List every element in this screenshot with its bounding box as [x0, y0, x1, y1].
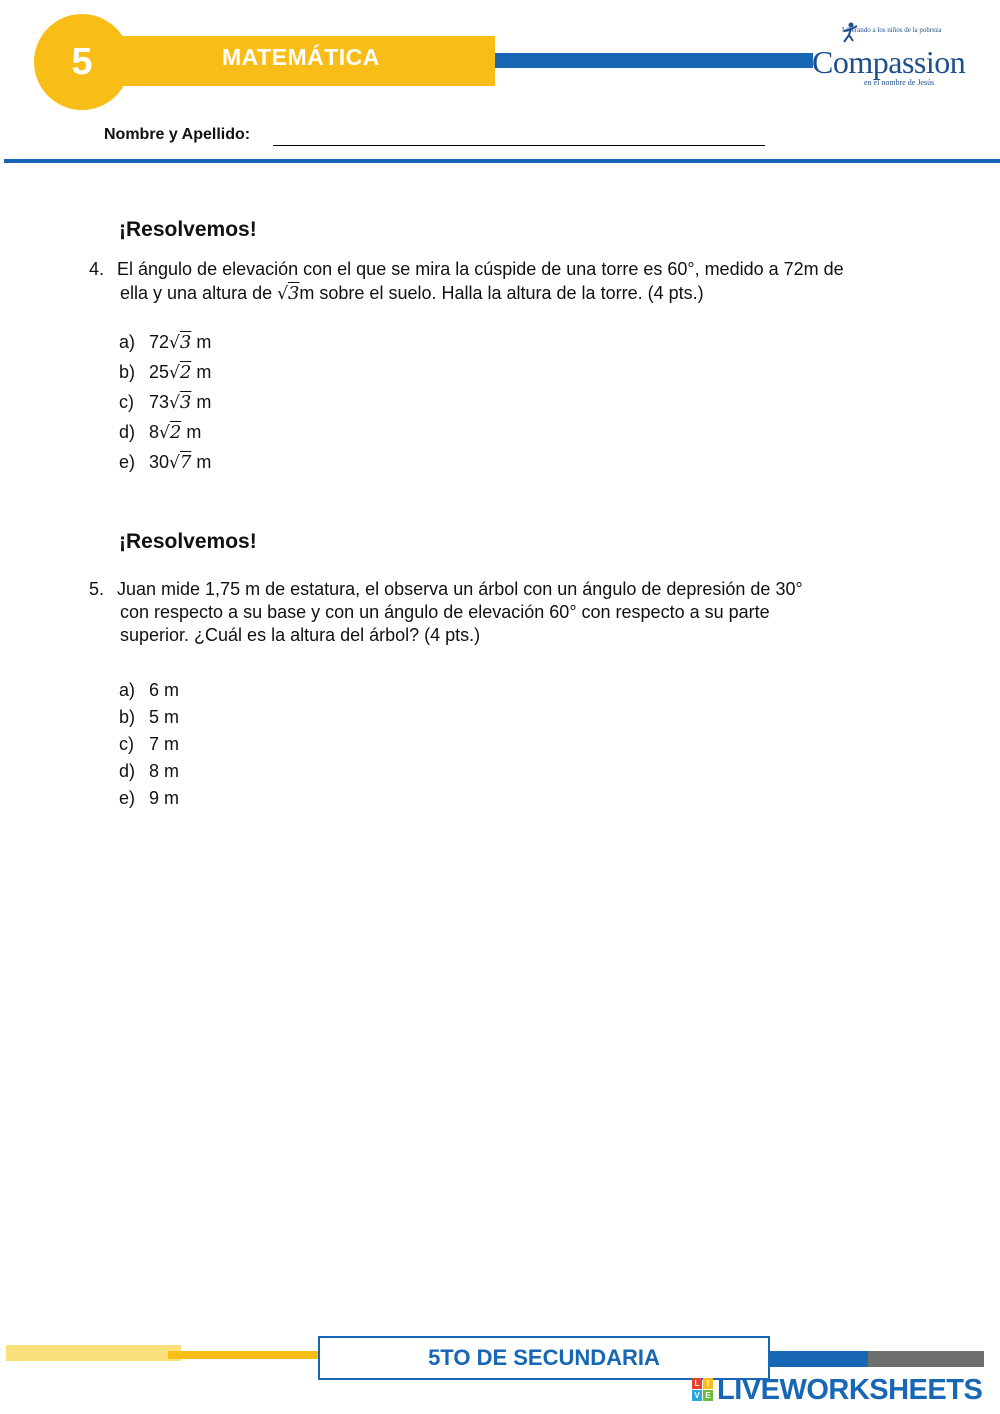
radicand: 3: [179, 392, 192, 413]
option-text: 9 m: [149, 788, 180, 808]
option-d[interactable]: [119, 421, 211, 451]
option-letter: d): [119, 422, 136, 442]
liveworksheets-icon: [692, 1378, 714, 1402]
name-label: Nombre y Apellido:: [104, 126, 251, 143]
option-coefficient: 72: [149, 332, 170, 352]
option-letter: a): [119, 680, 136, 700]
options-q4: [119, 331, 211, 481]
radicand: 3: [287, 283, 300, 304]
option-a[interactable]: [119, 331, 211, 361]
header-divider: [4, 159, 1000, 163]
icon-letter: L: [692, 1378, 702, 1389]
option-e[interactable]: [119, 451, 211, 481]
option-coefficient: 8: [149, 422, 160, 442]
radicand: 3: [179, 332, 192, 353]
subject-title: MATEMÁTICA: [222, 44, 380, 70]
sqrt-symbol: √: [169, 453, 180, 473]
grade-number: 5: [71, 40, 93, 83]
question-text-line3: superior. ¿Cuál es la altura del árbol? (4 pts.): [120, 625, 481, 645]
option-unit: m: [191, 362, 212, 382]
sqrt-symbol: √: [169, 393, 180, 413]
option-unit: m: [191, 452, 212, 472]
icon-letter: I: [703, 1378, 713, 1389]
logo-wordmark: Compassion: [812, 44, 966, 80]
footer-grey-bar: [868, 1351, 984, 1367]
option-text: 7 m: [149, 734, 180, 754]
question-4: [89, 258, 844, 306]
options-q5: [119, 679, 179, 814]
footer-yellow-bar: [168, 1351, 320, 1359]
name-input-line[interactable]: [273, 145, 765, 146]
option-text: 8 m: [149, 761, 180, 781]
sqrt-symbol: √: [169, 363, 180, 383]
radicand: 2: [179, 362, 192, 383]
option-a[interactable]: [119, 679, 179, 706]
radicand: 7: [179, 452, 192, 473]
option-c[interactable]: [119, 733, 179, 760]
option-e[interactable]: [119, 787, 179, 814]
question-text-line2-post: m sobre el suelo. Halla la altura de la torre. (4 pts.): [299, 283, 704, 303]
question-text-line2-pre: ella y una altura de: [120, 283, 278, 303]
sqrt-symbol: √: [169, 333, 180, 353]
question-text-line1: Juan mide 1,75 m de estatura, el observa un árbol con un ángulo de depresión de 30°: [117, 579, 803, 599]
option-letter: e): [119, 788, 136, 808]
header-blue-bar: [495, 53, 813, 68]
question-text-line1: El ángulo de elevación con el que se mira la cúspide de una torre es 60°, medido a 72m de: [117, 259, 844, 279]
option-b[interactable]: [119, 361, 211, 391]
icon-letter: V: [692, 1390, 702, 1401]
option-letter: c): [119, 392, 134, 412]
option-d[interactable]: [119, 760, 179, 787]
option-text: 5 m: [149, 707, 180, 727]
grade-badge: [34, 14, 130, 110]
option-letter: c): [119, 734, 134, 754]
liveworksheets-brand[interactable]: [692, 1374, 982, 1406]
section-heading: ¡Resolvemos!: [119, 218, 257, 241]
question-number: 4.: [89, 259, 105, 279]
option-letter: b): [119, 362, 136, 382]
option-c[interactable]: [119, 391, 211, 421]
sqrt-symbol: √: [159, 423, 170, 443]
option-coefficient: 30: [149, 452, 170, 472]
liveworksheets-wordmark: LIVEWORKSHEETS: [717, 1373, 983, 1406]
sqrt-symbol: √: [277, 284, 288, 304]
question-number: 5.: [89, 579, 105, 599]
footer-blue-bar: [770, 1351, 868, 1367]
section-heading: ¡Resolvemos!: [119, 530, 257, 553]
option-b[interactable]: [119, 706, 179, 733]
compassion-logo: [812, 22, 990, 92]
option-unit: m: [191, 392, 212, 412]
footer-level-text: 5TO DE SECUNDARIA: [428, 1345, 660, 1370]
question-text-line2: con respecto a su base y con un ángulo de elevación 60° con respecto a su parte: [120, 602, 770, 622]
option-coefficient: 25: [149, 362, 170, 382]
option-unit: m: [181, 422, 202, 442]
option-letter: d): [119, 761, 136, 781]
question-5: [89, 578, 803, 647]
option-letter: a): [119, 332, 136, 352]
footer-light-yellow-bar: [6, 1345, 181, 1361]
logo-subtitle: en el nombre de Jesús: [864, 78, 935, 87]
option-letter: e): [119, 452, 136, 472]
logo-tagline: Liberando a los niños de la pobreza: [842, 26, 942, 34]
radicand: 2: [169, 422, 182, 443]
option-text: 6 m: [149, 680, 180, 700]
icon-letter: E: [703, 1390, 713, 1401]
option-letter: b): [119, 707, 136, 727]
option-unit: m: [191, 332, 212, 352]
option-coefficient: 73: [149, 392, 170, 412]
